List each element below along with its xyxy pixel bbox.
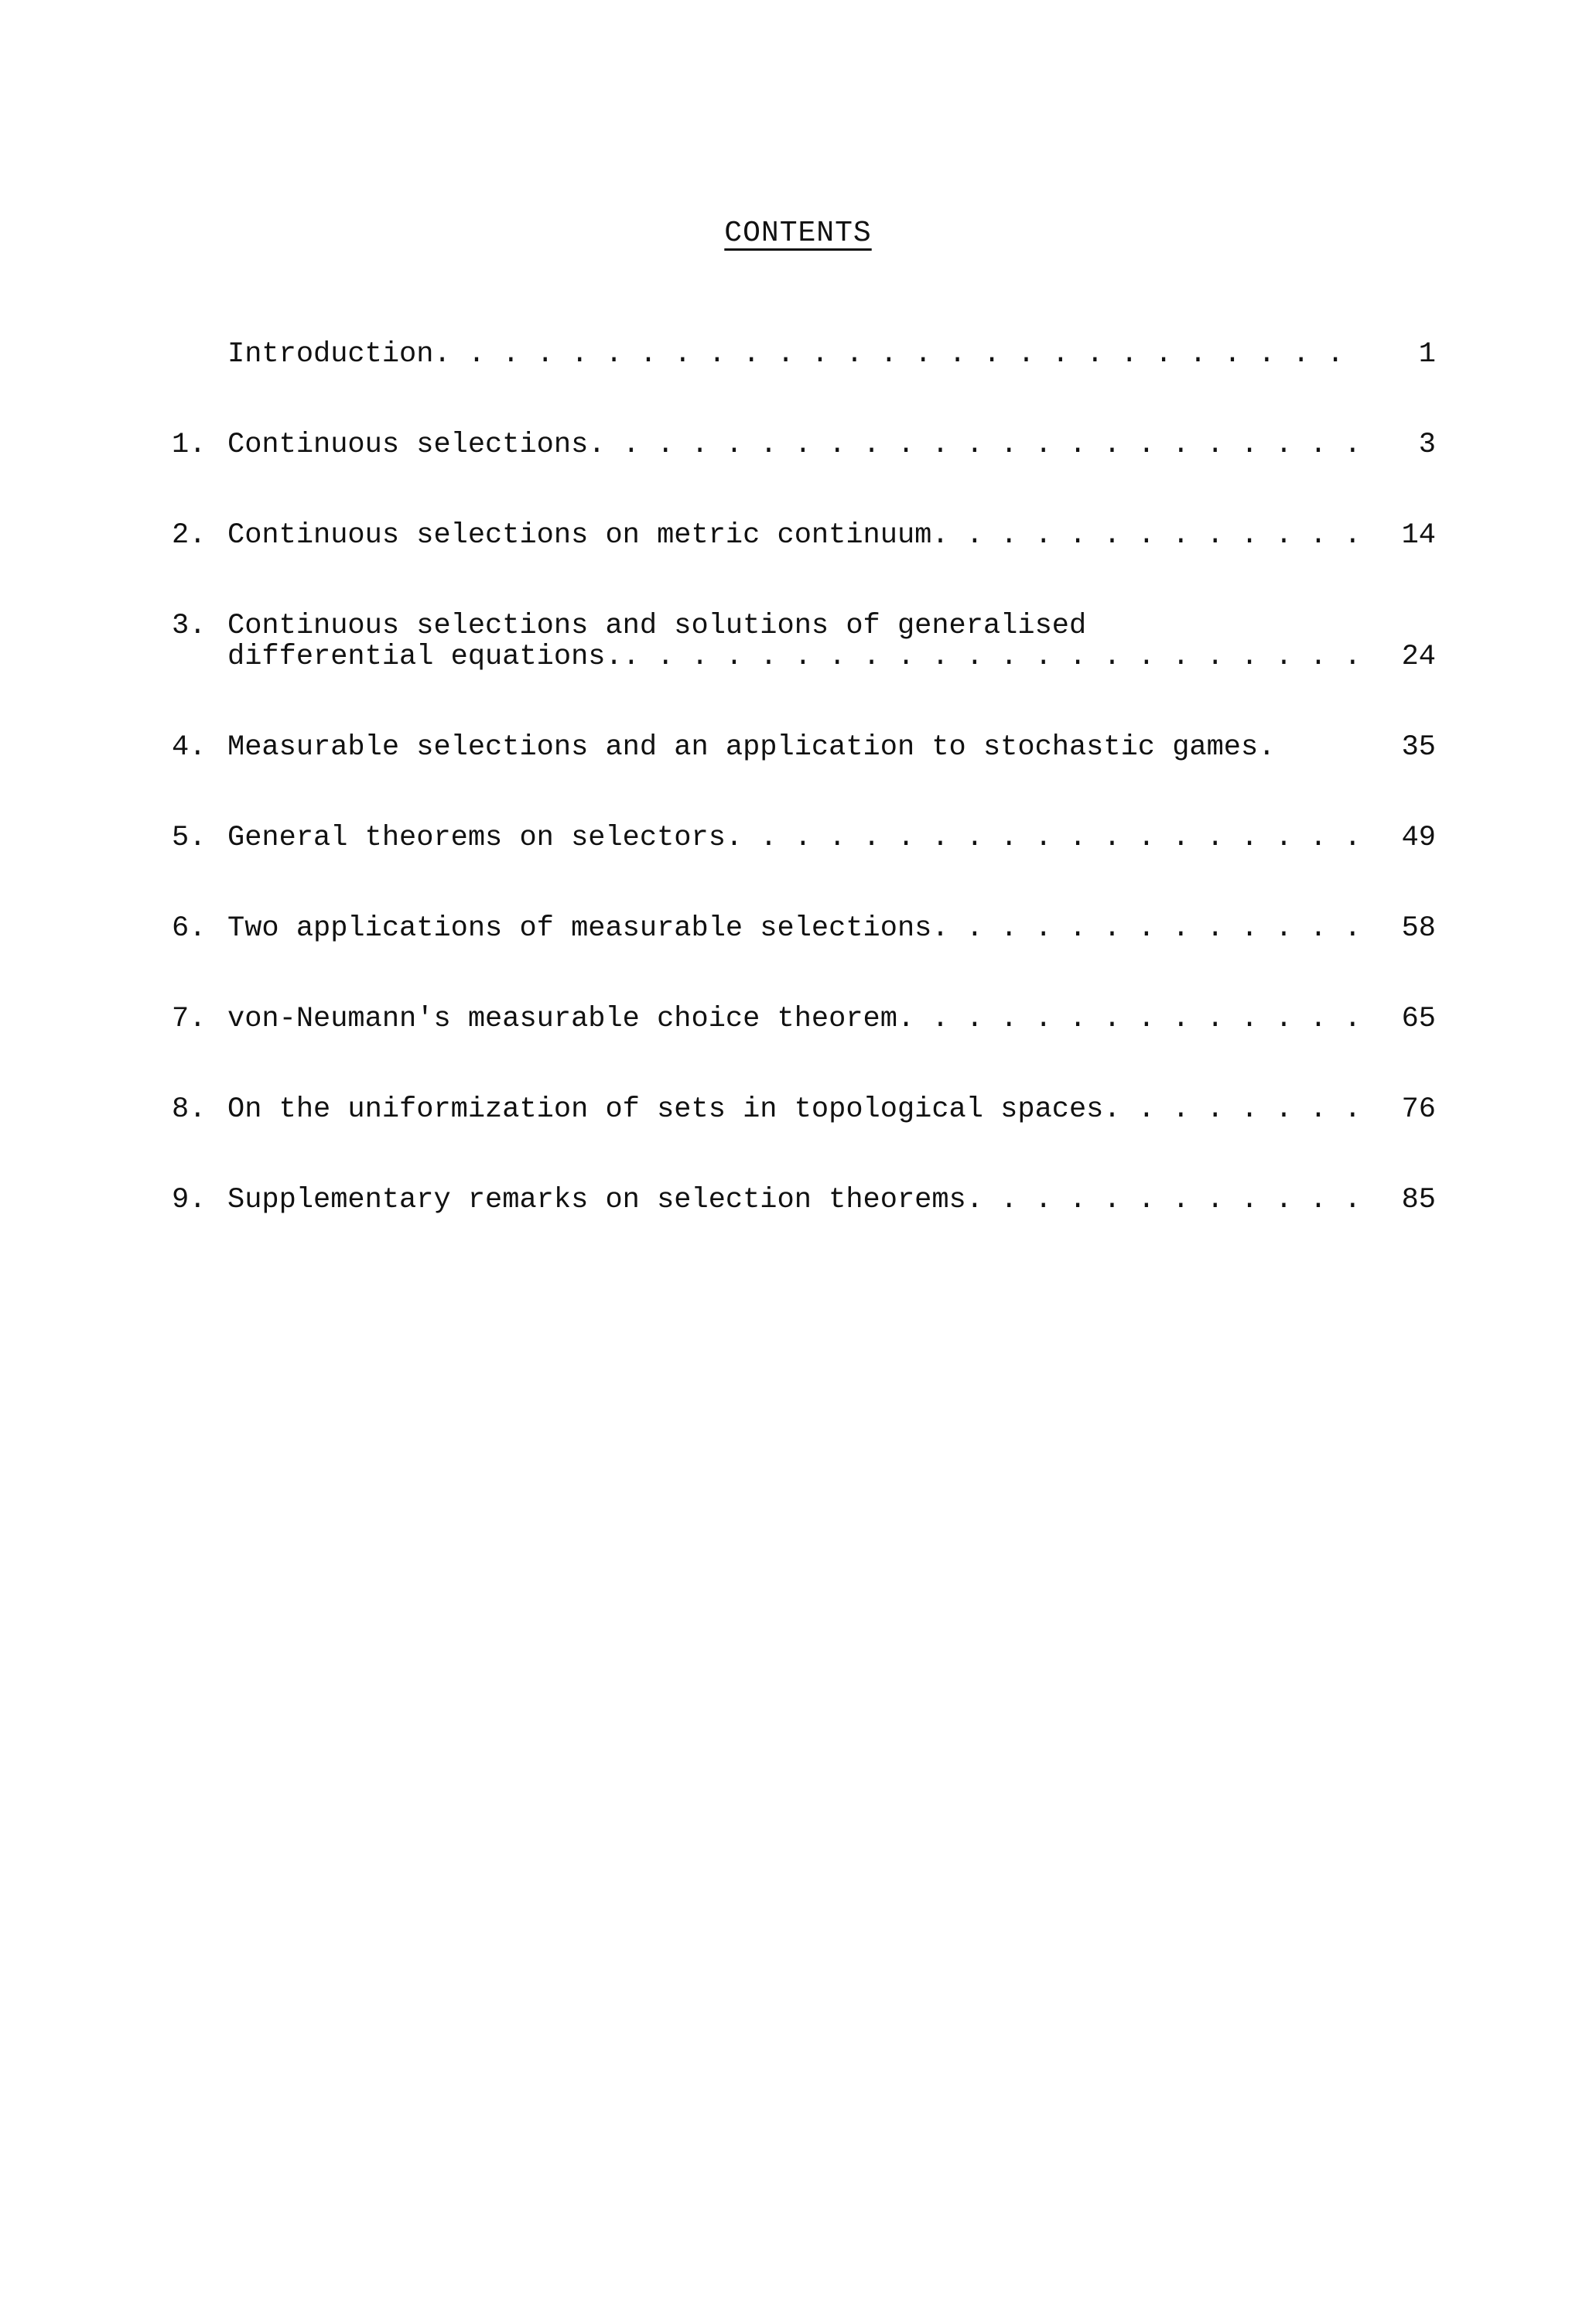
entry-number: 6. — [172, 912, 207, 945]
toc-entry-2 — [172, 520, 1436, 551]
entry-title-line-1: Continuous selections and solutions of generalised — [227, 610, 1087, 642]
entry-page-number: 65 — [1401, 1003, 1436, 1035]
entry-page-number: 85 — [1401, 1184, 1436, 1216]
entry-title: General theorems on selectors — [227, 823, 726, 853]
entry-title: von-Neumann's measurable choice theorem — [227, 1004, 897, 1035]
dot-leader — [931, 913, 1366, 944]
entry-page-number: 76 — [1401, 1093, 1436, 1126]
entry-title: On the uniformization of sets in topological spaces — [227, 1094, 1104, 1125]
table-of-contents — [172, 339, 1436, 1275]
dot-leader — [433, 339, 1366, 370]
entry-page-number: 24 — [1401, 641, 1436, 673]
entry-number: 2. — [172, 519, 207, 552]
dot-leader — [931, 520, 1366, 551]
dot-leader — [623, 641, 1366, 672]
entry-number: 8. — [172, 1093, 207, 1126]
entry-page-number: 14 — [1401, 519, 1436, 552]
entry-page-number: 3 — [1418, 429, 1436, 461]
entry-page-number: 58 — [1401, 912, 1436, 945]
entry-number: 4. — [172, 731, 207, 764]
toc-entry-1 — [172, 429, 1436, 460]
toc-entry-9 — [172, 1185, 1436, 1216]
toc-entry-3 — [172, 611, 1436, 672]
entry-page-number: 1 — [1418, 338, 1436, 371]
toc-entry-6 — [172, 913, 1436, 944]
entry-number: 7. — [172, 1003, 207, 1035]
entry-title: Measurable selections and an application to stochastic games. — [227, 732, 1276, 763]
toc-entry-introduction — [172, 339, 1436, 370]
entry-title: Two applications of measurable selections — [227, 913, 932, 944]
toc-entry-5 — [172, 823, 1436, 853]
dot-leader — [897, 1004, 1366, 1035]
toc-entry-7 — [172, 1004, 1436, 1035]
dot-leader — [726, 823, 1366, 853]
entry-title: Introduction — [227, 339, 434, 370]
dot-leader — [966, 1185, 1366, 1216]
entry-title: Supplementary remarks on selection theorems — [227, 1185, 966, 1216]
page-title — [0, 217, 1596, 250]
dot-leader — [1103, 1094, 1366, 1125]
entry-number: 1. — [172, 429, 207, 461]
dot-leader — [588, 429, 1366, 460]
entry-page-number: 49 — [1401, 822, 1436, 854]
entry-title: Continuous selections on metric continuum — [227, 520, 932, 551]
entry-number: 3. — [172, 610, 207, 642]
entry-number: 9. — [172, 1184, 207, 1216]
entry-page-number: 35 — [1401, 731, 1436, 764]
contents-heading: CONTENTS — [724, 217, 872, 250]
toc-entry-4 — [172, 732, 1436, 763]
entry-title-line-2: differential equations. — [227, 641, 623, 672]
entry-number: 5. — [172, 822, 207, 854]
toc-entry-8 — [172, 1094, 1436, 1125]
entry-title: Continuous selections — [227, 429, 589, 460]
